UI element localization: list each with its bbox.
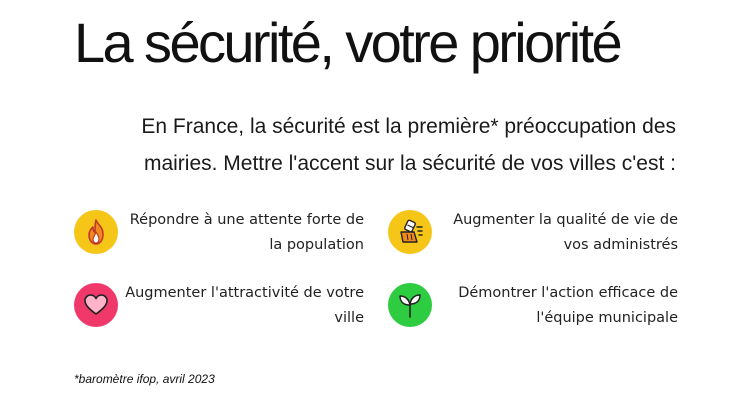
benefit-text: Augmenter l'attractivité de votre ville (125, 285, 364, 326)
page-title: La sécurité, votre priorité (74, 11, 621, 74)
benefit-item-municipal-action (388, 283, 678, 343)
benefit-text: Répondre à une attente forte de la population (129, 212, 364, 253)
fire-icon (74, 210, 118, 254)
heart-icon (74, 283, 118, 327)
sprout-icon (388, 283, 432, 327)
benefit-item-attractiveness (74, 283, 364, 343)
benefit-text: Démontrer l'action efficace de l'équipe municipale (458, 285, 678, 326)
benefit-item-quality-of-life (388, 210, 678, 270)
footnote: *baromètre ifop, avril 2023 (74, 372, 215, 386)
broom-icon (388, 210, 432, 254)
benefit-text: Augmenter la qualité de vie de vos administrés (453, 212, 678, 253)
intro-text: En France, la sécurité est la première* préoccupation des mairies. Mettre l'accent sur la sécurité de vos villes c'est : (141, 115, 676, 175)
benefit-item-population (74, 210, 364, 270)
